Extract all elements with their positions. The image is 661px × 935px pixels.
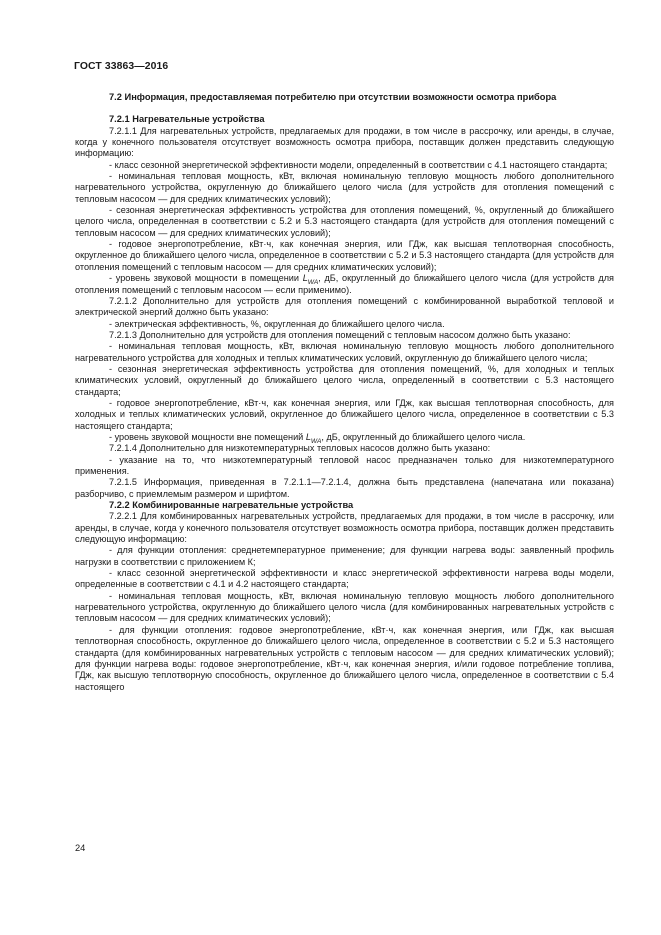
page-number: 24 xyxy=(75,843,86,853)
document-header: ГОСТ 33863—2016 xyxy=(74,61,169,72)
list-item: - сезонная энергетическая эффективность устройства для отопления помещений, %, для холодных и теплых климатических условий, округленный до ближайшего целого числа, определенный в соответствии с 5.3 настоящего стандарта; xyxy=(75,363,614,397)
section-title: 7.2 Информация, предоставляемая потребителю при отсутствии возможности осмотра прибора xyxy=(109,92,557,102)
list-item: - номинальная тепловая мощность, кВт, включая номинальную тепловую мощность любого дополнительного нагревательного устройства, округленную до ближайшего целого числа (для комбинированных нагревательных устройств с тепловым насосом — для средних климатических условий); xyxy=(75,590,614,624)
list-item: - для функции отопления: среднетемпературное применение; для функции нагрева воды: заявленный профиль нагрузки в соответствии с приложением К; xyxy=(75,545,614,567)
list-item: - номинальная тепловая мощность, кВт, включая номинальную тепловую мощность любого дополнительного нагревательного устройства, округленную до ближайшего целого числа (для устройств для отопления помещений с тепловым насосом — для средних климатических условий); xyxy=(75,171,614,204)
list-item: - годовое энергопотребление, кВт·ч, как конечная энергия, или ГДж, как высшая теплотворная способность, округленное до ближайшего целого числа, определенное в соответствии с 5.2 и 5.3 настоящего стандарта (для устройств для отопления помещений с тепловым насосом — для средних климатических условий); xyxy=(75,239,614,272)
paragraph: 7.2.1.2 Дополнительно для устройств для отопления помещений с комбинированной выработкой тепловой и электрической энергий должно быть указано: xyxy=(75,295,614,318)
list-item: - годовое энергопотребление, кВт·ч, как конечная энергия, или ГДж, как высшая теплотворная способность, для холодных и теплых климатических условий, округленное до ближайшего целого числа, определенное в соответствии с 5.3 настоящего стандарта; xyxy=(75,397,614,431)
list-item: - уровень звуковой мощности вне помещений $L_{WA}$, дБ, округленный до ближайшего целого числа. xyxy=(109,431,526,445)
paragraph: 7.2.1.1 Для нагревательных устройств, предлагаемых для продажи, в том числе в рассрочку, или аренды, в случае, когда у конечного пользователя отсутствует возможность осмотра прибора, поставщик должен представить следующую информацию: xyxy=(75,125,614,159)
list-item: - номинальная тепловая мощность, кВт, включая номинальную тепловую мощность любого дополнительного нагревательного устройства для холодных и теплых климатических условий, округленную до ближайшего целого числа; xyxy=(75,341,614,363)
list-item: - уровень звуковой мощности в помещении $L_{WA}$, дБ, округленный до ближайшего целого числа (для устройств для отопления помещений с тепловым насосом — если применимо). xyxy=(75,273,614,295)
list-item: - указание на то, что низкотемпературный тепловой насос предназначен только для низкотемпературного применения. xyxy=(75,454,614,476)
paragraph: 7.2.1.5 Информация, приведенная в 7.2.1.1—7.2.1.4, должна быть представлена (напечатана или показана) разборчиво, с приемлемым размером и шрифтом. xyxy=(75,477,614,499)
list-item: - сезонная энергетическая эффективность устройства для отопления помещений, %, округленный до ближайшего целого числа, определенная в соответствии с 5.2 и 5.3 настоящего стандарта (для устройств для отопления помещений с тепловым насосом — для средних климатических условий); xyxy=(75,205,614,238)
subsection-title: 7.2.1 Нагревательные устройства xyxy=(109,114,265,125)
subsection-title: 7.2.2 Комбинированные нагревательные устройства xyxy=(109,500,354,511)
list-item: - класс сезонной энергетической эффективности и класс энергетической эффективности нагрева воды модели, определенные в соответствии с 4.1 и 4.2 настоящего стандарта; xyxy=(75,568,614,590)
document-body xyxy=(75,92,614,693)
paragraph: 7.2.2.1 Для комбинированных нагревательных устройств, предлагаемых для продажи, в том числе в рассрочку, или аренды, в случае, когда у конечного пользователя отсутствует возможность осмотра прибора, поставщик должен представить следующую информацию: xyxy=(75,511,614,545)
list-item: - класс сезонной энергетической эффективности модели, определенный в соответствии с 4.1 настоящего стандарта; xyxy=(109,159,608,170)
paragraph: 7.2.1.4 Дополнительно для низкотемпературных тепловых насосов должно быть указано: xyxy=(109,443,491,454)
list-item: - электрическая эффективность, %, округленная до ближайшего целого числа. xyxy=(109,318,445,329)
list-item: - для функции отопления: годовое энергопотребление, кВт·ч, как конечная энергия, или ГДж, как высшая теплотворная способность, округленное до ближайшего целого числа, определенное в соответствии с 5.2 и 5.3 настоящего стандарта (для комбинированных нагревательных устройств с тепловым насосом — для средних климатических условий); для функции нагрева воды: годовое энергопотребление, кВт·ч, как конечная энергия, и/или годовое потребление топлива, ГДж, как высшую теплотворную способность, округленное до ближайшего целого числа, определенное в соответствии с 5.4 настоящего xyxy=(75,624,614,692)
paragraph: 7.2.1.3 Дополнительно для устройств для отопления помещений с тепловым насосом должно быть указано: xyxy=(109,329,571,340)
